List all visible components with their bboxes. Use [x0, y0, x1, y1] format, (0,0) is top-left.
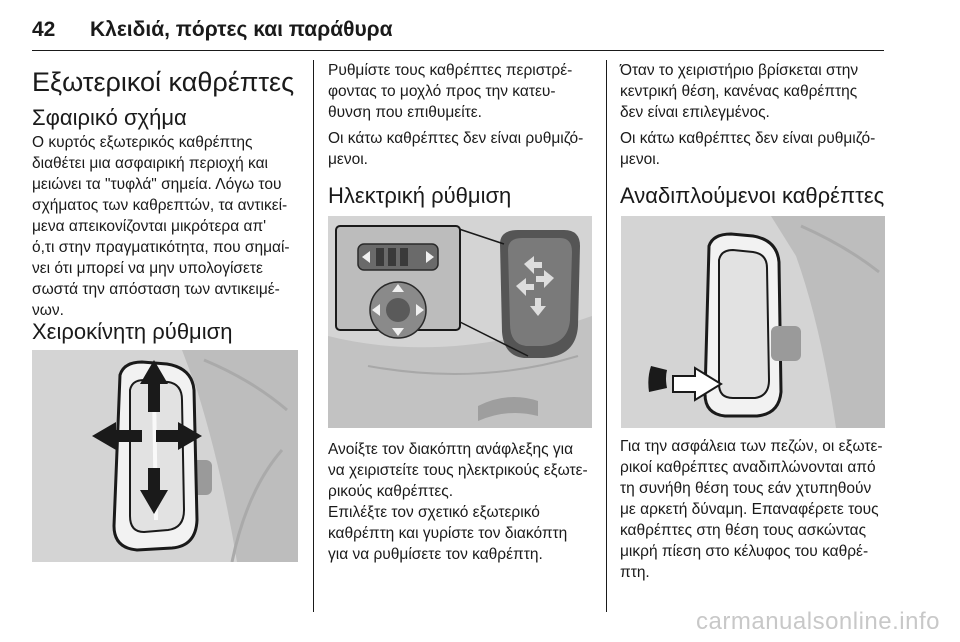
text-line: φοντας το μοχλό προς την κατευ-: [328, 83, 556, 100]
page-header: [32, 18, 912, 58]
text-line: διαθέτει μια ασφαιρική περιοχή και: [32, 155, 269, 172]
text-line: δεν είναι επιλεγμένος.: [620, 104, 770, 121]
text-line: νων.: [32, 302, 64, 319]
text-line: Για την ασφάλεια των πεζών, οι εξωτε-: [620, 438, 883, 455]
manual-mirror-drawing: [32, 350, 298, 562]
text-line: Επιλέξτε τον σχετικό εξωτερικό: [328, 504, 540, 521]
text-line: ρικοί καθρέπτες αναδιπλώνονται από: [620, 459, 876, 476]
manual-heading: Χειροκίνητη ρύθμιση: [32, 319, 233, 344]
chapter-title: Κλειδιά, πόρτες και παράθυρα: [90, 18, 393, 41]
manual-paragraph: [328, 60, 608, 123]
electric-control-illustration: [328, 216, 592, 428]
text-line: μειώνει τα "τυφλά" σημεία. Λόγω του: [32, 176, 282, 193]
folding-heading: Αναδιπλούμενοι καθρέπτες: [620, 183, 885, 208]
spherical-heading: Σφαιρικό σχήμα: [32, 105, 187, 130]
text-line: για να ρυθμίσετε τον καθρέπτη.: [328, 546, 543, 563]
text-line: Ρυθμίστε τους καθρέπτες περιστρέ-: [328, 62, 573, 79]
text-line: Όταν το χειριστήριο βρίσκεται στην: [620, 62, 859, 79]
folding-mirror-illustration: [621, 216, 885, 428]
text-line: μενοι.: [328, 151, 368, 168]
electric-heading: Ηλεκτρική ρύθμιση: [328, 183, 512, 208]
section-title: Εξωτερικοί καθρέπτες: [32, 67, 295, 97]
text-line: μενα απεικονίζονται μικρότερα απ': [32, 218, 267, 235]
text-line: κεντρική θέση, κανένας καθρέπτης: [620, 83, 858, 100]
electric-paragraph-1: [328, 439, 608, 502]
text-line: καθρέπτες στη θέση τους ασκώντας: [620, 522, 867, 539]
text-line: τη συνήθη θέση τους εάν χτυπηθούν: [620, 480, 872, 497]
electric-control-drawing: [328, 216, 592, 428]
folding-mirror-drawing: [621, 216, 885, 428]
column-divider-1: [313, 60, 314, 612]
text-line: καθρέπτη και γυρίστε τον διακόπτη: [328, 525, 568, 542]
text-line: Ανοίξτε τον διακόπτη ανάφλεξης για: [328, 441, 574, 458]
text-line: ό,τι στην πραγματικότητα, που σημαί-: [32, 239, 290, 256]
fold-motion-icon: [648, 366, 667, 392]
text-line: με αρκετή δύναμη. Επαναφέρετε τους: [620, 501, 879, 518]
watermark: carmanualsonline.info: [696, 608, 940, 635]
center-paragraph: [620, 60, 900, 123]
text-line: πτη.: [620, 564, 650, 581]
text-line: μενοι.: [620, 151, 660, 168]
header-rule: [32, 50, 884, 51]
text-line: να χειριστείτε τους ηλεκτρικούς εξωτε-: [328, 462, 588, 479]
text-line: σχήματος των καθρεπτών, τα αντικεί-: [32, 197, 288, 214]
text-line: Οι κάτω καθρέπτες δεν είναι ρυθμιζό-: [328, 130, 584, 147]
text-line: ρικούς καθρέπτες.: [328, 483, 454, 500]
folding-paragraph: [620, 436, 910, 583]
page-number: 42: [32, 18, 56, 41]
text-line: σωστά την απόσταση των αντικειμέ-: [32, 281, 280, 298]
text-line: θυνση που επιθυμείτε.: [328, 104, 482, 121]
manual-note: [328, 128, 608, 170]
text-line: νει ότι μπορεί να μην υπολογίσετε: [32, 260, 263, 277]
electric-paragraph-2: [328, 502, 608, 565]
text-line: μικρή πίεση στο κέλυφος του καθρέ-: [620, 543, 869, 560]
spherical-paragraph: [32, 132, 307, 321]
text-line: Οι κάτω καθρέπτες δεν είναι ρυθμιζό-: [620, 130, 876, 147]
manual-mirror-illustration: [32, 350, 298, 562]
center-note: [620, 128, 900, 170]
text-line: Ο κυρτός εξωτερικός καθρέπτης: [32, 134, 253, 151]
